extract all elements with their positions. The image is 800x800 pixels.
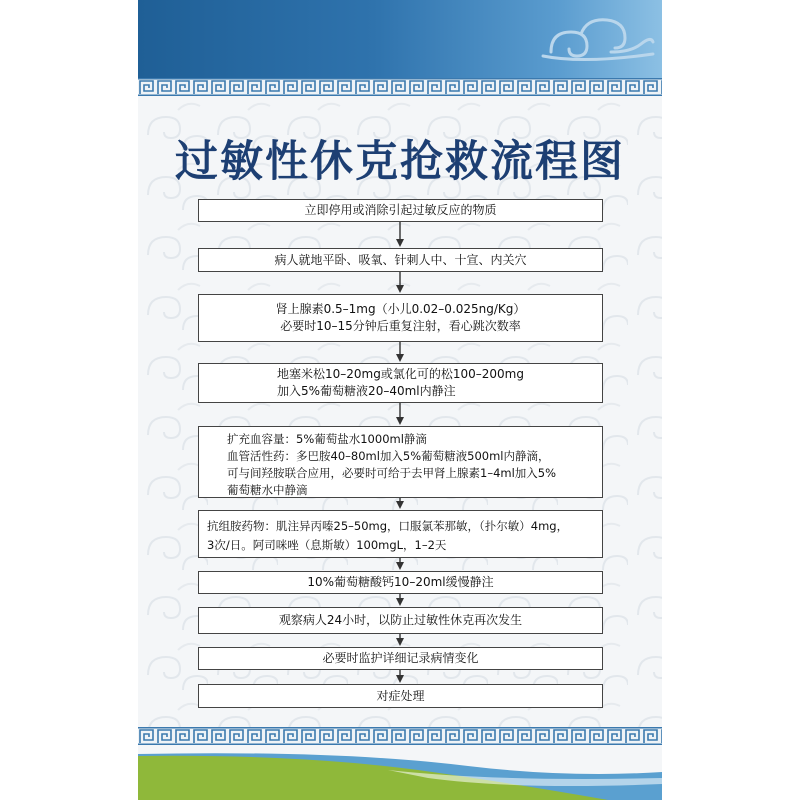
- step-4-box: [198, 363, 603, 403]
- step-5-text-line-3: 可与间羟胺联合应用，必要时可给于去甲肾上腺素1–4ml加入5%: [227, 466, 557, 480]
- step-6-box: [198, 510, 603, 558]
- poster-title: 过敏性休克抢救流程图: [175, 137, 625, 187]
- step-4-text-line-1: 地塞米松10–20mg或氯化可的松100–200mg: [277, 367, 524, 381]
- step-10-box: [198, 684, 603, 708]
- cloud-ornament-icon: [541, 12, 656, 64]
- step-5-text-line-4: 葡萄糖水中静滴: [227, 483, 308, 497]
- step-7-text: 10%葡萄糖酸钙10–20ml缓慢静注: [307, 575, 494, 589]
- top-border-strip: [138, 78, 662, 96]
- bottom-wave-banner: [138, 748, 662, 800]
- step-2-text: 病人就地平卧、吸氧、针刺人中、十宣、内关穴: [274, 252, 527, 267]
- step-5-box: [198, 426, 603, 498]
- step-3-text-line-2: 必要时10–15分钟后重复注射，看心跳次数率: [280, 319, 521, 333]
- step-10-text: 对症处理: [376, 688, 425, 703]
- poster: [138, 0, 662, 800]
- step-1-text: 立即停用或消除引起过敏反应的物质: [304, 203, 497, 217]
- step-6-text-line-1: 抗组胺药物：肌注异丙嗪25–50mg，口服氯苯那敏，（扑尔敏）4mg，: [207, 519, 569, 533]
- step-9-box: [198, 647, 603, 670]
- step-8-text: 观察病人24小时，以防止过敏性休克再次发生: [278, 613, 523, 627]
- step-7-box: [198, 571, 603, 594]
- step-5-text-line-1: 扩充血容量：5%葡萄盐水1000ml静滴: [227, 432, 427, 446]
- step-5-text-line-2: 血管活性药：多巴胺40–80ml加入5%葡萄糖液500ml内静滴，: [227, 449, 550, 463]
- step-3-box: [198, 294, 603, 342]
- step-3-text-line-1: 肾上腺素0.5–1mg（小儿0.02–0.025ng/Kg）: [275, 302, 526, 316]
- swirl-background: [138, 95, 662, 730]
- step-4-text-line-2: 加入5%葡萄糖液20–40ml内静注: [277, 384, 456, 398]
- step-2-box: [198, 248, 603, 272]
- step-6-text-line-2: 3次/日。阿司咪唑（息斯敏）100mgL，1–2天: [207, 538, 447, 552]
- step-8-box: [198, 607, 603, 634]
- bottom-border-strip: [138, 727, 662, 745]
- step-1-box: [198, 199, 603, 222]
- step-9-text: 必要时监护详细记录病情变化: [322, 651, 479, 665]
